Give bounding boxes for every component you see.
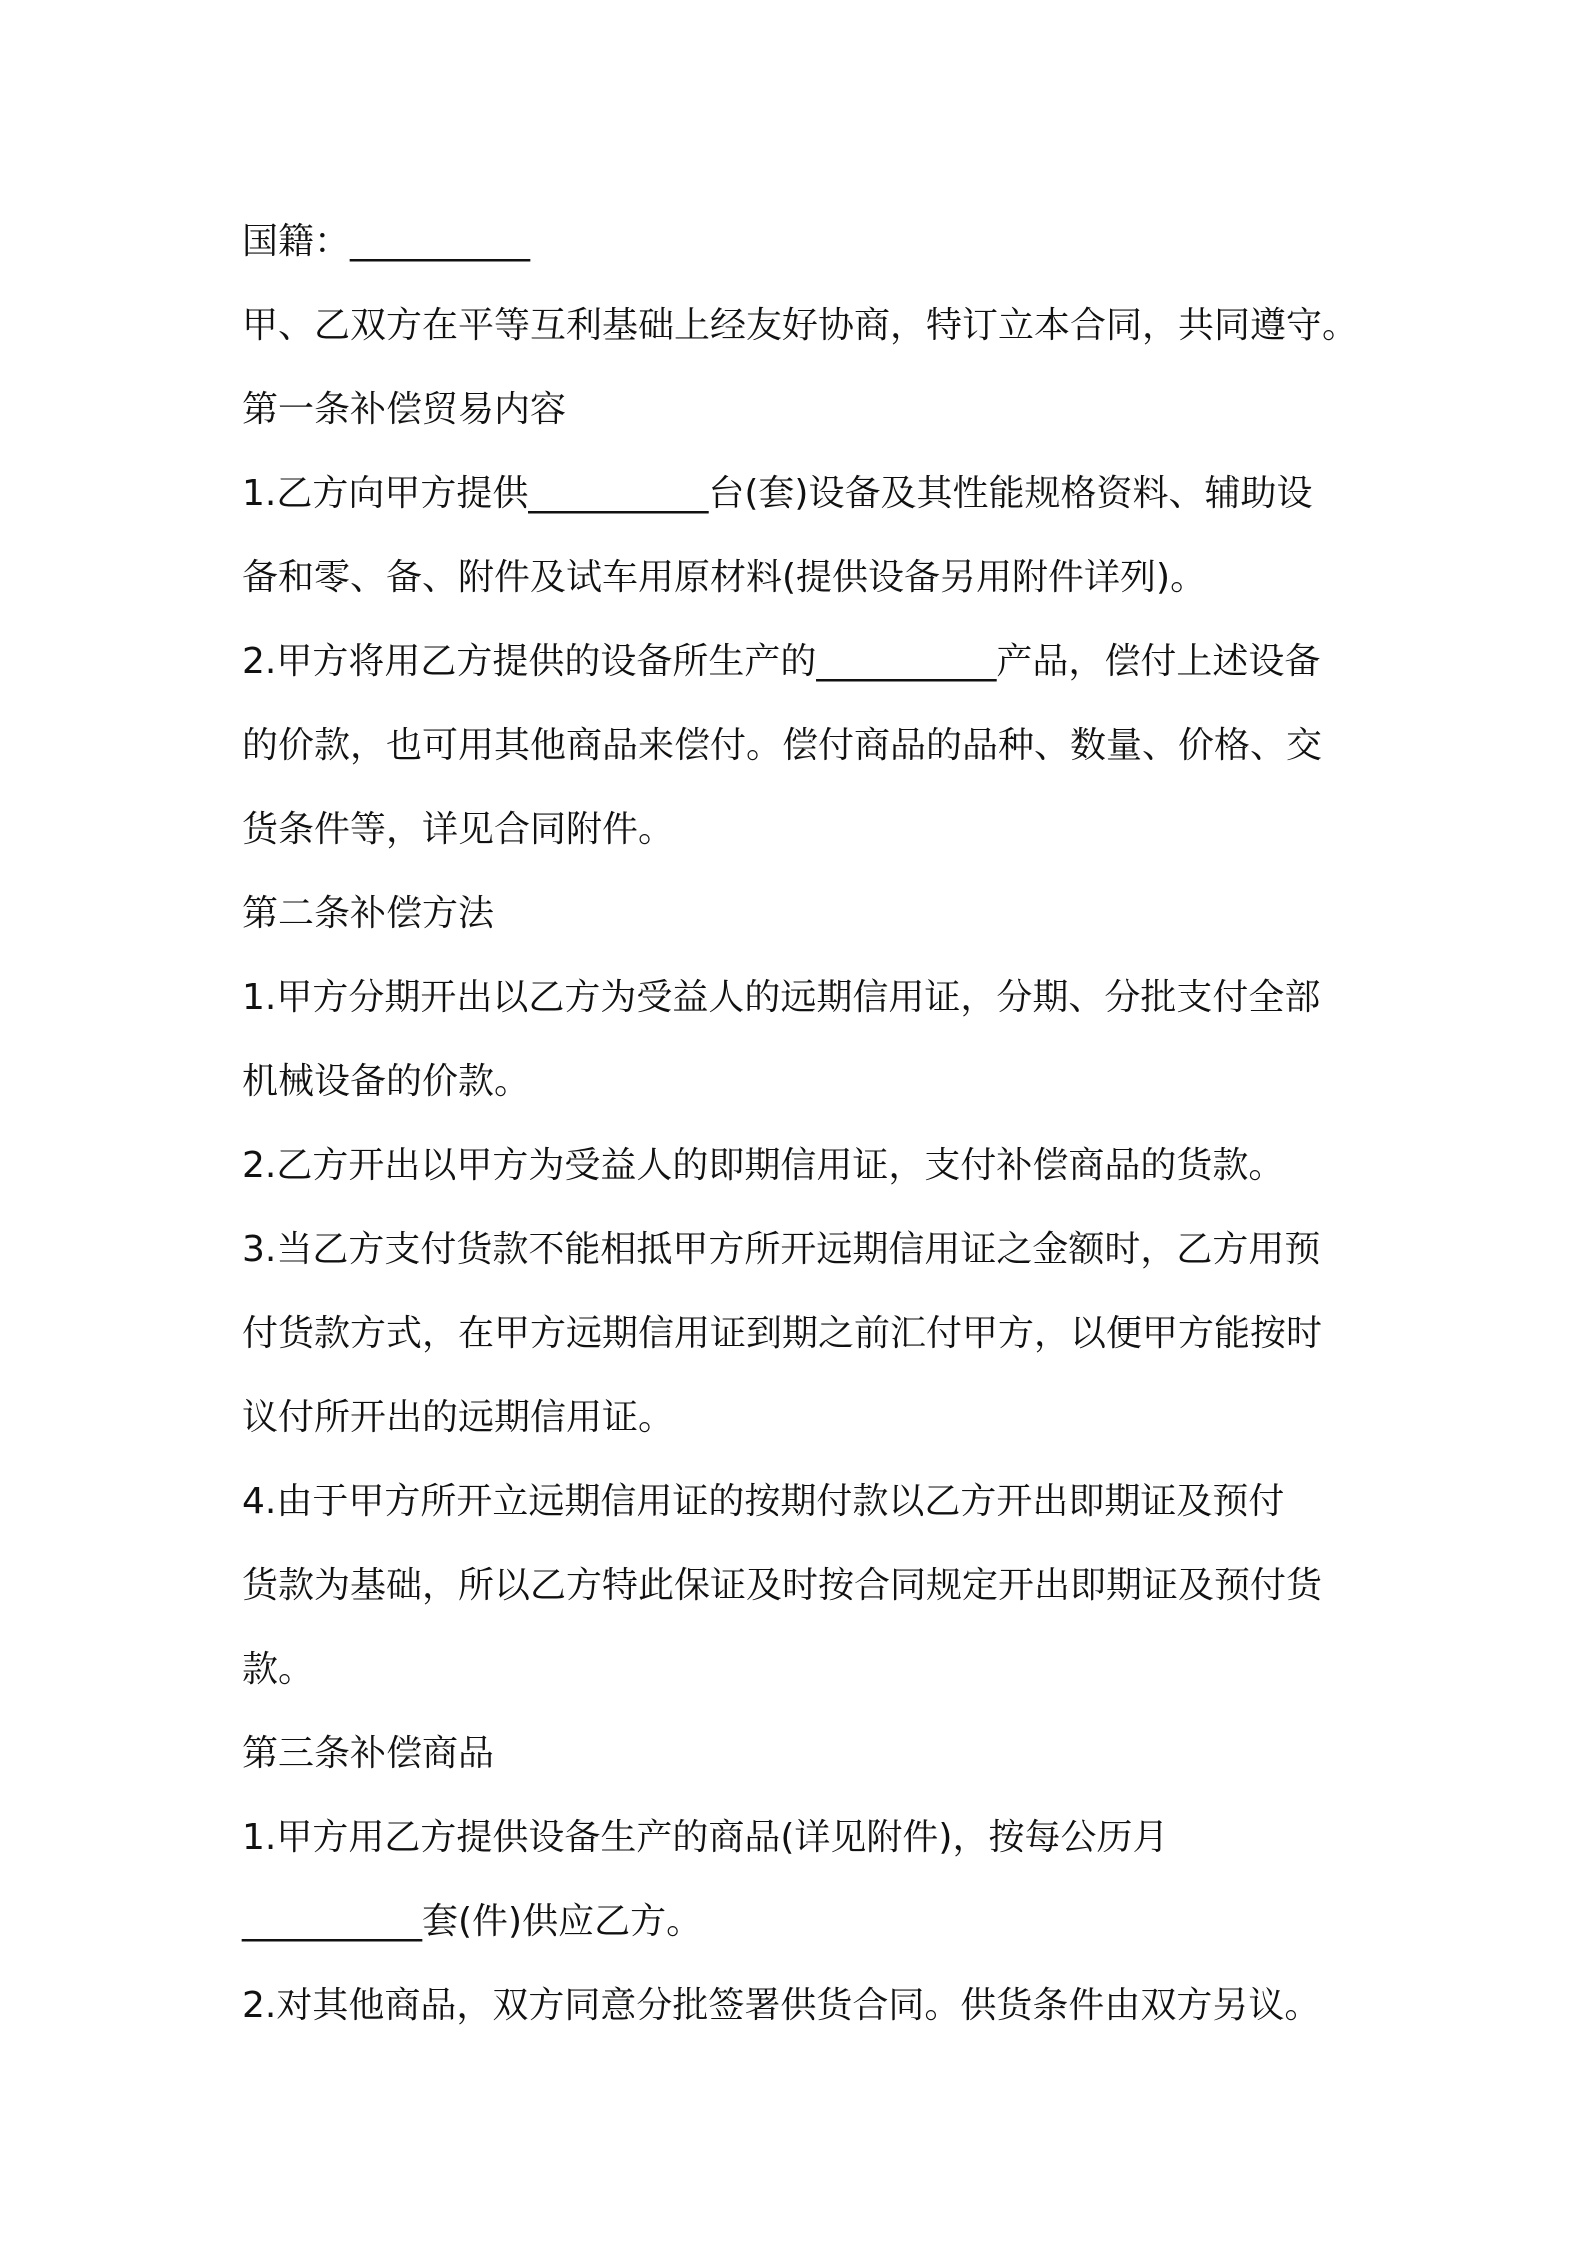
clause-text: 2.乙方开出以甲方为受益人的即期信用证，支付补偿商品的货款。 <box>242 1145 1285 1186</box>
article-1-title: 第一条补偿贸易内容 <box>242 389 567 430</box>
quantity-blank: __________ <box>528 473 709 514</box>
article-2-clause-4-line-3 <box>242 1628 1362 1712</box>
article-1-clause-2-line-1 <box>242 620 1362 704</box>
article-2-heading <box>242 872 1362 956</box>
clause-text: 套(件)供应乙方。 <box>422 1901 703 1942</box>
clause-text: 1.甲方分期开出以乙方为受益人的远期信用证，分期、分批支付全部 <box>242 977 1321 1018</box>
clause-text: 1.甲方用乙方提供设备生产的商品(详见附件)，按每公历月 <box>242 1817 1169 1858</box>
nationality-line <box>242 200 1362 284</box>
article-2-clause-3-line-2 <box>242 1292 1362 1376</box>
article-3-title: 第三条补偿商品 <box>242 1733 495 1774</box>
article-3-clause-2 <box>242 1964 1362 2048</box>
clause-text: 4.由于甲方所开立远期信用证的按期付款以乙方开出即期证及预付 <box>242 1481 1285 1522</box>
article-2-clause-1-line-2 <box>242 1040 1362 1124</box>
article-2-clause-3-line-1 <box>242 1208 1362 1292</box>
article-2-clause-3-line-3 <box>242 1376 1362 1460</box>
nationality-blank: __________ <box>350 221 531 262</box>
clause-text: 台(套)设备及其性能规格资料、辅助设 <box>708 473 1313 514</box>
article-1-heading <box>242 368 1362 452</box>
clause-text: 备和零、备、附件及试车用原材料(提供设备另用附件详列)。 <box>242 557 1207 598</box>
article-2-clause-4-line-1 <box>242 1460 1362 1544</box>
article-2-clause-1-line-1 <box>242 956 1362 1040</box>
article-3-clause-1-line-1 <box>242 1796 1362 1880</box>
preamble-line <box>242 284 1362 368</box>
clause-text: 1.乙方向甲方提供 <box>242 473 529 514</box>
article-2-title: 第二条补偿方法 <box>242 893 495 934</box>
article-3-heading <box>242 1712 1362 1796</box>
clause-text: 货款为基础，所以乙方特此保证及时按合同规定开出即期证及预付货 <box>242 1565 1323 1606</box>
clause-text: 货条件等，详见合同附件。 <box>242 809 675 850</box>
article-1-clause-2-line-2 <box>242 704 1362 788</box>
clause-text: 款。 <box>242 1649 315 1690</box>
article-3-clause-1-line-2 <box>242 1880 1362 1964</box>
article-2-clause-2 <box>242 1124 1362 1208</box>
monthly-quantity-blank: __________ <box>242 1901 422 1942</box>
preamble-text: 甲、乙双方在平等互利基础上经友好协商，特订立本合同，共同遵守。 <box>242 305 1359 346</box>
contract-body <box>242 200 1362 2048</box>
clause-text: 2.对其他商品，双方同意分批签署供货合同。供货条件由双方另议。 <box>242 1985 1321 2026</box>
clause-text: 产品，偿付上述设备 <box>996 641 1321 682</box>
nationality-label: 国籍： <box>242 221 351 262</box>
article-1-clause-2-line-3 <box>242 788 1362 872</box>
clause-text: 3.当乙方支付货款不能相抵甲方所开远期信用证之金额时，乙方用预 <box>242 1229 1321 1270</box>
clause-text: 机械设备的价款。 <box>242 1061 531 1102</box>
product-blank: __________ <box>816 641 997 682</box>
clause-text: 议付所开出的远期信用证。 <box>242 1397 675 1438</box>
clause-text: 付货款方式，在甲方远期信用证到期之前汇付甲方，以便甲方能按时 <box>242 1313 1323 1354</box>
clause-text: 的价款，也可用其他商品来偿付。偿付商品的品种、数量、价格、交 <box>242 725 1323 766</box>
clause-text: 2.甲方将用乙方提供的设备所生产的 <box>242 641 817 682</box>
article-1-clause-1-line-2 <box>242 536 1362 620</box>
article-1-clause-1-line-1 <box>242 452 1362 536</box>
article-2-clause-4-line-2 <box>242 1544 1362 1628</box>
